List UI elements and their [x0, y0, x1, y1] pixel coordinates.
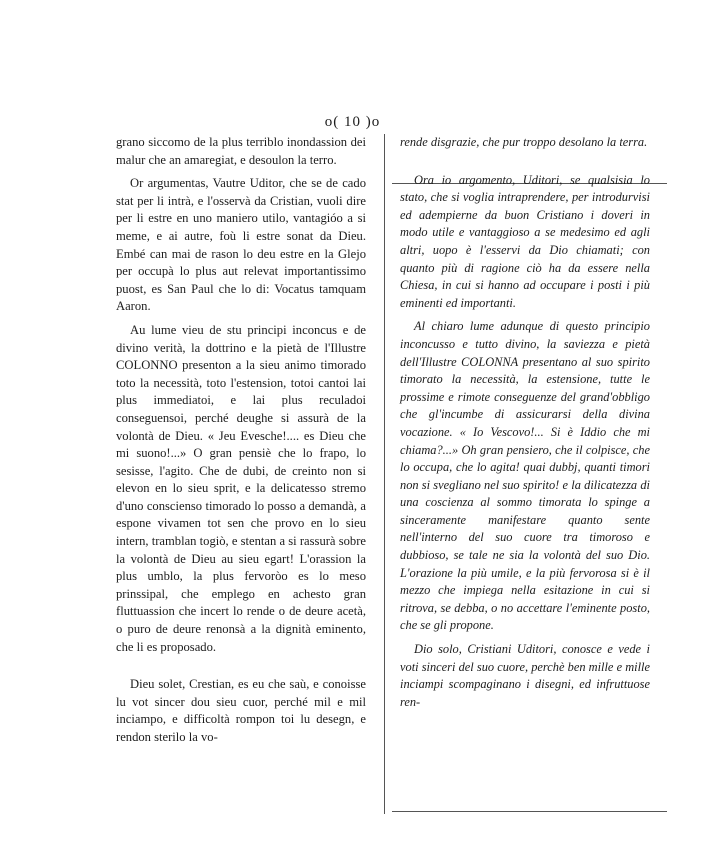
rule-line: [392, 811, 667, 812]
right-column-italian: [400, 134, 650, 717]
paragraph: Or argumentas, Vautre Uditor, che se de cado stat per li intrà, e l'osservà da Cristian, vuoli dire per li estre en uno maniero utilo, vantagióo a si meme, e ai autre, foù li estre sonat da Dieu. Embé can mai de rason lo deu estre en la Glejo per occupà lo plus aut relevat importantissimo puost, es San Paul che lo di: Vocatus tamquam Aaron.: [116, 176, 366, 314]
paragraph: Ora io argomento, Uditori, se qualsisia lo stato, che si voglia intraprendere, per introdurvisi ed adempierne da buon Cristiano i doveri in modo utile e vantaggioso a se medesimo ed agli altri, uopo è l'esservi da Dio chiamati; con quanto più di ragione ciò ha da essere nella Chiesa, in cui si hanno ad occupare i posti i più eminenti ed importanti.: [400, 172, 650, 310]
column-divider: [384, 134, 385, 814]
paragraph: rende disgrazie, che pur troppo desolano la terra.: [400, 135, 648, 149]
paragraph: Dieu solet, Crestian, es eu che saù, e conoisse lu vot sincer dou sieu cuor, perché mil e mil inciampo, e difficoltà rompon toi lu desegn, e rendon sterilo la vo-: [116, 677, 366, 744]
paragraph: grano siccomo de la plus terriblo inondassion dei malur che an amaregiat, e desoulon la terro.: [116, 135, 366, 167]
page-number: o( 10 )o: [324, 114, 381, 130]
left-column-occitan: [116, 134, 366, 753]
paragraph: Al chiaro lume adunque di questo principio inconcusso e tutto divino, la saviezza e pietà dell'Illustre COLONNA presentano al suo spirito timorato la necessità, la estensione, tutte le prossime e rimote conseguenze del grand'obbligo che gl'incumbe di assicurarsi della divina vocazione. « Io Vescovo!... Si è Iddio che mi chiama?...» Oh gran pensiero, che il colpisce, che lo occupa, che lo agita! quai dubbj, quanti timori non si svegliano nel suo spirito! e la dilicatezza di una coscienza al sommo timorata lo spinge a sinceramente manifestare quanto sente nell'interno del suo cuore tra timoroso e dubbioso, se tale ne sia la volontà del suo Dio. L'orazione la più umile, e la più fervorosa si è il mezzo che impiega nella esitazione in cui si ritrova, se debba, o no accettare l'eminente posto, che se gli propone.: [400, 319, 650, 633]
paragraph: Dio solo, Cristiani Uditori, conosce e vede i voti sinceri del suo cuore, perchè ben mille e mille inciampi scompaginano i disegni, ed infruttuose ren-: [400, 642, 650, 709]
paragraph: Au lume vieu de stu principi inconcus e de divino verità, la dottrino e la pietà de l'Illustre COLONNO presenton a la sieu animo timorado toto la necessità, toto l'estension, totoi cantoi lai plus immediatoi, e lai plus reculadoi conseguensoi, perché deughe si assurà de la volontà de Dieu. « Jeu Evesche!.... es Dieu che mi suono!...» O gran pensiè che lo frapo, lo sesisse, l'agito. Che de dubi, de creinto non si elevon en lo sieu sprit, e la delicatesso stremo d'uno consciensо timorado lo posso a demandà, a espone vivamen tot sen che provo en lo sieu intern, tramblan togiò, e stentan a si rassurà sobre la volontà de Dieu au sieu egart! L'orassion la plus umblo, la plus fervoròo es lo meso prinssipal, che emplego en achesto gran fluttuassion che incert lo rende o de deure acetà, o puro de deure renonsà a la dignità eminento, che li es proposado.: [116, 322, 366, 654]
